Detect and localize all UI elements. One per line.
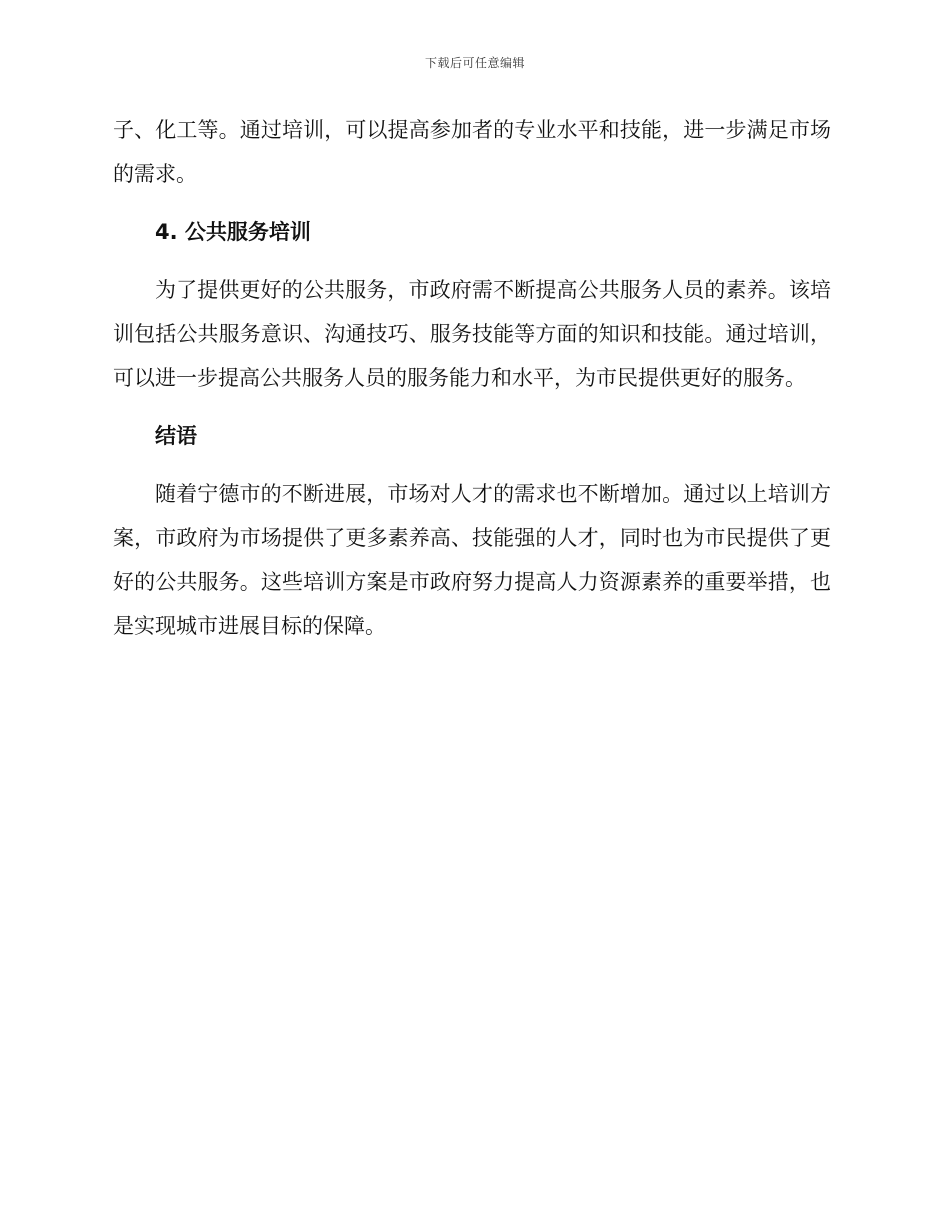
document-body	[113, 108, 831, 648]
page-header-note: 下载后可任意编辑	[424, 56, 525, 70]
section-heading-public-service-training: 4. 公共服务培训	[155, 220, 311, 244]
paragraph-continuation: 子、化工等。通过培训，可以提高参加者的专业水平和技能，进一步满足市场的需求。	[113, 118, 831, 186]
section-heading-conclusion: 结语	[155, 424, 197, 448]
paragraph-public-service: 为了提供更好的公共服务，市政府需不断提高公共服务人员的素养。该培训包括公共服务意识、沟通技巧、服务技能等方面的知识和技能。通过培训，可以进一步提高公共服务人员的服务能力和水平，为市民提供更好的服务。	[113, 278, 831, 390]
paragraph-conclusion: 随着宁德市的不断进展，市场对人才的需求也不断增加。通过以上培训方案，市政府为市场提供了更多素养高、技能强的人才，同时也为市民提供了更好的公共服务。这些培训方案是市政府努力提高人力资源素养的重要举措，也是实现城市进展目标的保障。	[113, 482, 831, 638]
